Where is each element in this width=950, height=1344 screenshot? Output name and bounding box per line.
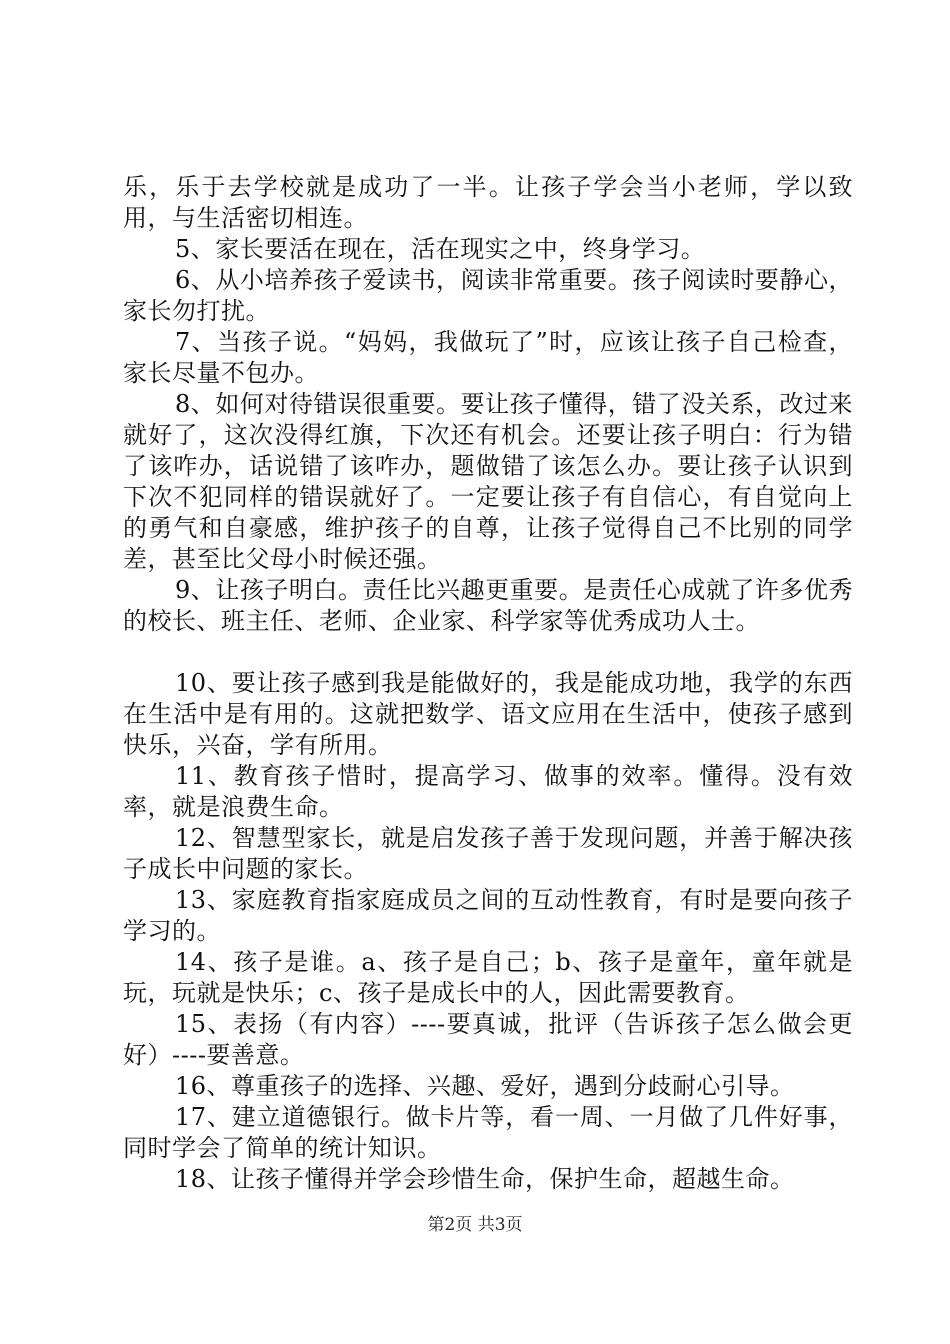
document-body	[123, 172, 853, 1195]
paragraph-item-7: 7、当孩子说。“妈妈，我做玩了”时，应该让孩子自己检查，家长尽量不包办。	[123, 328, 853, 387]
paragraph-item-13: 13、家庭教育指家庭成员之间的互动性教育，有时是要向孩子学习的。	[123, 886, 853, 945]
paragraph-item-15: 15、表扬（有内容）----要真诚，批评（告诉孩子怎么做会更好）----要善意。	[123, 1010, 853, 1069]
paragraph-item-9: 9、让孩子明白。责任比兴趣更重要。是责任心成就了许多优秀的校长、班主任、老师、企业家、科学家等优秀成功人士。	[123, 576, 853, 635]
paragraph-item-14: 14、孩子是谁。a、孩子是自己；b、孩子是童年，童年就是玩，玩就是快乐；c、孩子是成长中的人，因此需要教育。	[123, 948, 853, 1007]
paragraph-item-12: 12、智慧型家长，就是启发孩子善于发现问题，并善于解决孩子成长中问题的家长。	[123, 824, 853, 883]
paragraph-item-5: 5、家长要活在现在，活在现实之中，终身学习。	[175, 235, 706, 263]
paragraph-item-17: 17、建立道德银行。做卡片等，看一周、一月做了几件好事，同时学会了简单的统计知识。	[123, 1103, 853, 1162]
paragraph-item-18: 18、让孩子懂得并学会珍惜生命，保护生命，超越生命。	[175, 1165, 795, 1193]
paragraph-item-10: 10、要让孩子感到我是能做好的，我是能成功地，我学的东西在生活中是有用的。这就把数学、语文应用在生活中，使孩子感到快乐，兴奋，学有所用。	[123, 669, 853, 759]
paragraph-item-11: 11、教育孩子惜时，提高学习、做事的效率。懂得。没有效率，就是浪费生命。	[123, 762, 853, 821]
paragraph-item-6: 6、从小培养孩子爱读书，阅读非常重要。孩子阅读时要静心，家长勿打扰。	[123, 266, 853, 325]
paragraph-item-16: 16、尊重孩子的选择、兴趣、爱好，遇到分歧耐心引导。	[175, 1072, 795, 1100]
paragraph-continuation: 乐，乐于去学校就是成功了一半。让孩子学会当小老师，学以致用，与生活密切相连。	[123, 173, 853, 232]
page-number-footer: 第2页 共3页	[427, 1215, 523, 1235]
paragraph-item-8: 8、如何对待错误很重要。要让孩子懂得，错了没关系，改过来就好了，这次没得红旗，下次还有机会。还要让孩子明白：行为错了该咋办，话说错了该咋办，题做错了该怎么办。要让孩子认识到下次不犯同样的错误就好了。一定要让孩子有自信心，有自觉向上的勇气和自豪感，维护孩子的自尊，让孩子觉得自己不比别的同学差，甚至比父母小时候还强。	[123, 390, 853, 573]
